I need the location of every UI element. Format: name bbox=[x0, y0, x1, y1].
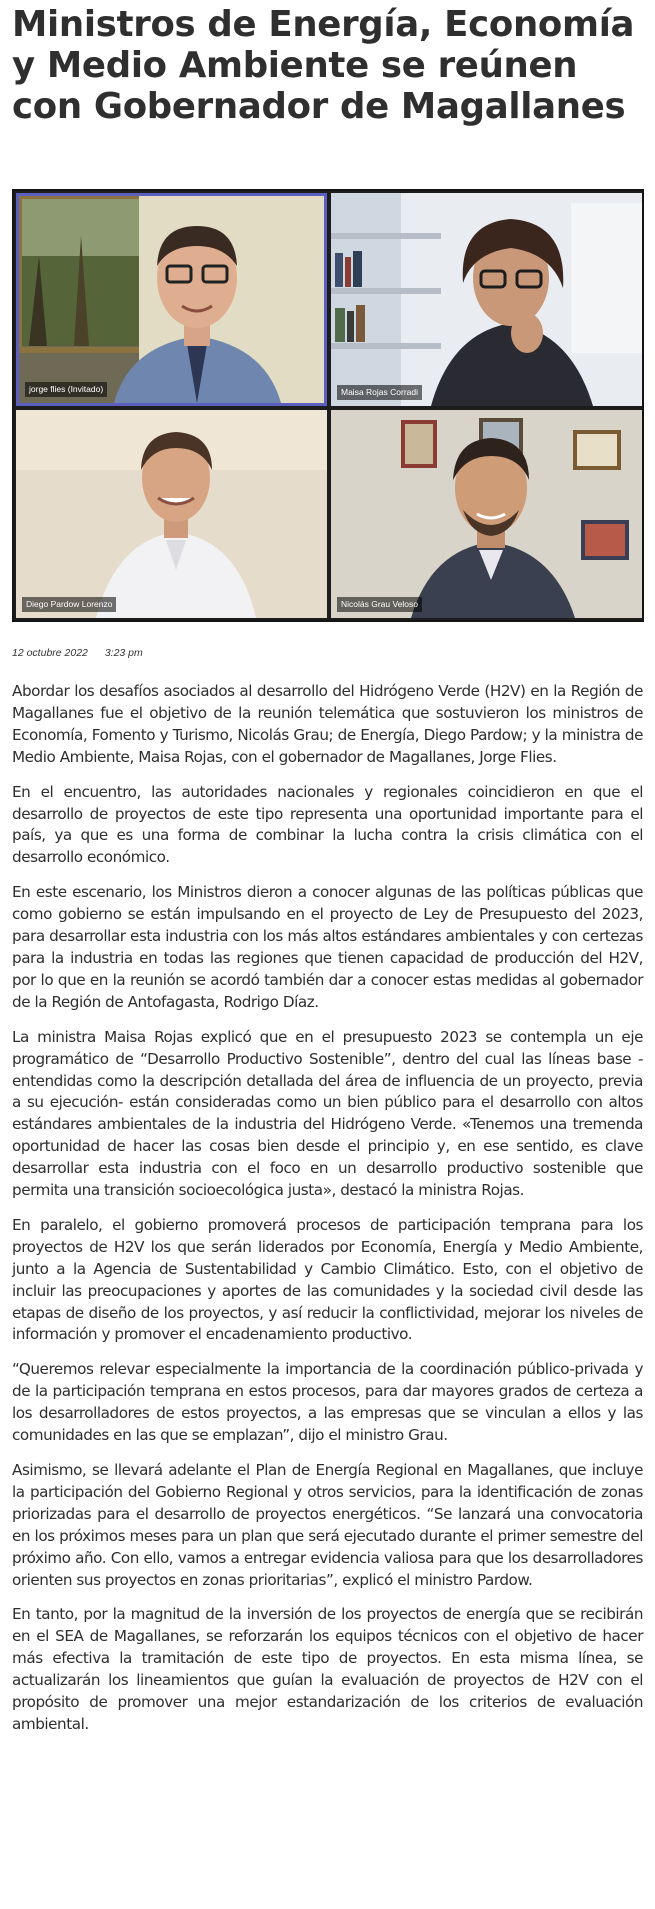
participant-tile-nicolas-grau bbox=[331, 410, 642, 618]
participant-video-nicolas-grau bbox=[331, 410, 642, 618]
article-paragraph: “Queremos relevar especialmente la importancia de la coordinación público-privada y de la participación temprana en estos procesos, para dar mayores grados de certeza a los desarrolladores de estos proyectos, a las empresas que se vinculan a ellos y las comunidades en las que se emplazan”, dijo el ministro Grau. bbox=[12, 1360, 643, 1445]
participant-video-jorge-flies bbox=[19, 196, 324, 403]
participant-name-label: jorge flies (Invitado) bbox=[25, 382, 107, 397]
article-paragraph: Abordar los desafíos asociados al desarrollo del Hidrógeno Verde (H2V) en la Región de Magallanes fue el objetivo de la reunión telemática que sostuvieron los ministros de Economía, Fomento y Turismo, Nicolás Grau; de Energía, Diego Pardow; y la ministra de Medio Ambiente, Maisa Rojas, con el gobernador de Magallanes, Jorge Flies. bbox=[12, 682, 643, 766]
video-call-photo bbox=[12, 189, 644, 622]
publish-date: 12 octubre 2022 bbox=[12, 647, 88, 659]
article-paragraph: La ministra Maisa Rojas explicó que en el presupuesto 2023 se contempla un eje programático de “Desarrollo Productivo Sostenible”, dentro del cual las líneas base -entendidas como la descripción detallada del área de influencia de un proyecto, previa a su ejecución- están consideradas como un bien público para el desarrollo con altos estándares ambientales de la industria del Hidrógeno Verde. «Tenemos una tremenda oportunidad de hacer las cosas bien desde el principio y, en ese sentido, es clave desarrollar esta industria con el foco en un desarrollo productivo sostenible que permita una transición socioecológica justa», destacó la ministra Rojas. bbox=[12, 1027, 643, 1200]
article-paragraph: Asimismo, se llevará adelante el Plan de Energía Regional en Magallanes, que incluye la participación del Gobierno Regional y otros servicios, para la identificación de zonas priorizadas para el desarrollo de proyectos energéticos. “Se lanzará una convocatoria en los próximos meses para un plan que será ejecutado durante el primer semestre del próximo año. Con ello, vamos a entregar evidencia valiosa para que los desarrolladores orienten sus proyectos en zonas prioritarias”, explicó el ministro Pardow. bbox=[12, 1461, 643, 1589]
participant-tile-jorge-flies bbox=[16, 193, 327, 406]
participant-tile-diego-pardow bbox=[16, 410, 327, 618]
participant-name-label: Diego Pardow Lorenzo bbox=[22, 597, 116, 612]
participant-video-diego-pardow bbox=[16, 410, 327, 618]
article-paragraph: En este escenario, los Ministros dieron a conocer algunas de las políticas públicas que como gobierno se están impulsando en el proyecto de Ley de Presupuesto del 2023, para desarrollar esta industria con los más altos estándares ambientales y con certezas para la industria en todas las regiones que tienen capacidad de producción del H2V, por lo que en la reunión se acordó también dar a conocer estas medidas al gobernador de la Región de Antofagasta, Rodrigo Díaz. bbox=[12, 883, 643, 1011]
participant-tile-maisa-rojas bbox=[331, 193, 642, 406]
article-paragraph: En el encuentro, las autoridades nacionales y regionales coincidieron en que el desarrollo de proyectos de este tipo representa una oportunidad importante para el país, ya que es una forma de combinar la lucha contra la crisis climática con el desarrollo económico. bbox=[12, 782, 643, 867]
article-meta bbox=[12, 647, 157, 659]
participant-video-maisa-rojas bbox=[331, 193, 642, 406]
publish-time: 3:23 pm bbox=[104, 647, 143, 659]
article-title: Ministros de Energía, Economía y Medio Ambiente se reúnen con Gobernador de Magallanes bbox=[12, 4, 635, 127]
participant-name-label: Nicolás Grau Veloso bbox=[337, 597, 422, 612]
article-body bbox=[12, 681, 643, 1749]
participant-name-label: Maisa Rojas Corradi bbox=[337, 385, 422, 400]
article-paragraph: En tanto, por la magnitud de la inversión de los proyectos de energía que se recibirán en el SEA de Magallanes, se reforzarán los equipos técnicos con el objetivo de hacer más efectiva la tramitación de este tipo de proyectos. En esta misma línea, se actualizarán los lineamientos que guían la evaluación de proyectos de H2V con el propósito de promover una mejor estandarización de los criterios de evaluación ambiental. bbox=[12, 1605, 643, 1733]
article-paragraph: En paralelo, el gobierno promoverá procesos de participación temprana para los proyectos de H2V los que serán liderados por Economía, Energía y Medio Ambiente, junto a la Agencia de Sustentabilidad y Cambio Climático. Esto, con el objetivo de incluir las preocupaciones y aportes de las comunidades y la sociedad civil desde las etapas de diseño de los proyectos, y así reducir la conflictividad, mejorar los niveles de información y promover el encadenamiento productivo. bbox=[12, 1215, 643, 1344]
